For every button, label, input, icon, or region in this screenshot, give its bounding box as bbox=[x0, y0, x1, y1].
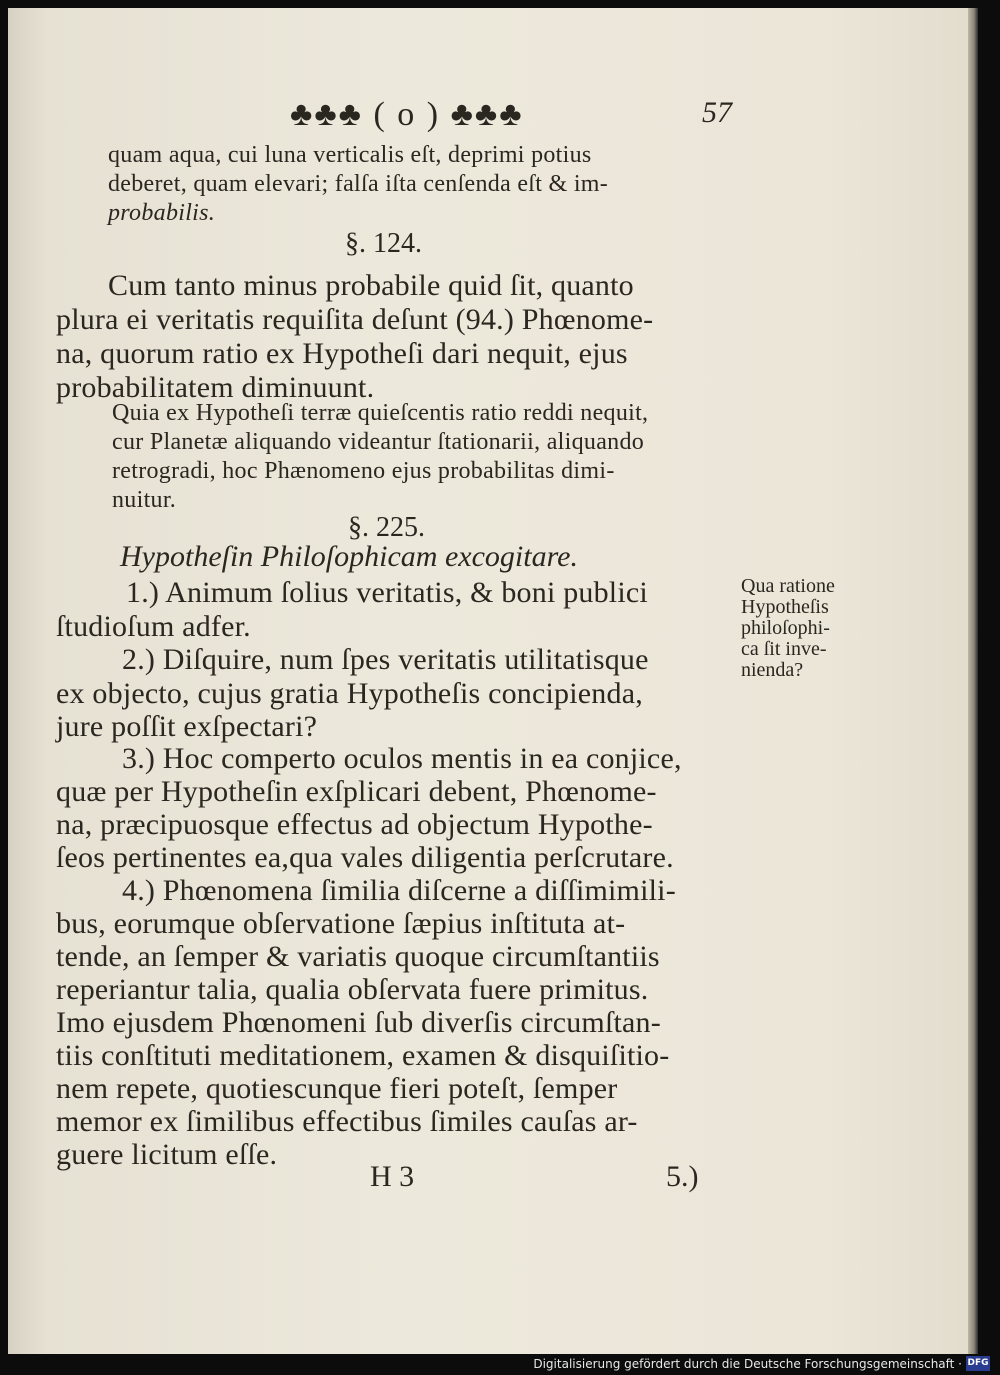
text-line: na, quorum ratio ex Hypotheſi dari nequit, ejus bbox=[56, 337, 628, 370]
text-line: tiis conſtituti meditationem, examen & disquiſitio- bbox=[56, 1039, 670, 1072]
section-number: §. 124. bbox=[345, 228, 422, 259]
text-line: guere licitum eſſe. bbox=[56, 1138, 278, 1171]
text-line: 2.) Diſquire, num ſpes veritatis utilitatisque bbox=[122, 643, 649, 676]
text-line: bus, eorumque obſervatione ſæpius inſtituta at- bbox=[56, 907, 626, 940]
text-line: ex objecto, cujus gratia Hypotheſis concipienda, bbox=[56, 677, 643, 710]
dfg-logo: DFG bbox=[966, 1356, 990, 1371]
text-line: 1.) Animum ſolius veritatis, & boni publici bbox=[126, 576, 648, 609]
text-line: na, præcipuosque effectus ad objectum Hypothe- bbox=[56, 808, 653, 841]
text-line: reperiantur talia, qualia obſervata fuere primitus. bbox=[56, 973, 649, 1006]
margin-note-line: Qua ratione bbox=[741, 575, 835, 597]
text-line: Imo ejusdem Phœnomeni ſub diverſis circumſtan- bbox=[56, 1006, 661, 1039]
text-line: 3.) Hoc comperto oculos mentis in ea conjice, bbox=[122, 742, 682, 775]
text-line: cur Planetæ aliquando videantur ſtationarii, aliquando bbox=[112, 429, 645, 455]
margin-note-line: Hypotheſis bbox=[741, 596, 829, 618]
page-edge bbox=[968, 8, 978, 1354]
text-line: quam aqua, cui luna verticalis eſt, deprimi potius bbox=[108, 142, 592, 168]
margin-note-line: philoſophi- bbox=[741, 617, 830, 639]
text-line: probabilis. bbox=[108, 200, 216, 226]
margin-note-line: ca ſit inve- bbox=[741, 638, 827, 660]
text-line: deberet, quam elevari; falſa iſta cenſenda eſt & im- bbox=[108, 171, 609, 197]
text-line: Cum tanto minus probabile quid ſit, quanto bbox=[108, 269, 634, 302]
text-line: retrogradi, hoc Phænomeno ejus probabilitas dimi- bbox=[112, 458, 615, 484]
signature-mark: H 3 bbox=[370, 1160, 415, 1193]
text-line: nem repete, quotiescunque fieri poteſt, ſemper bbox=[56, 1072, 618, 1105]
text-line: jure poſſit exſpectari? bbox=[56, 710, 318, 743]
catchword: 5.) bbox=[666, 1160, 699, 1193]
section-heading: Hypotheſin Philoſophicam excogitare. bbox=[120, 540, 578, 573]
digitization-notice: Digitalisierung gefördert durch die Deutsche Forschungsgemeinschaft · bbox=[533, 1357, 962, 1371]
text-line: memor ex ſimilibus effectibus ſimiles cauſas ar- bbox=[56, 1105, 638, 1138]
text-line: ſtudioſum adfer. bbox=[56, 610, 251, 643]
text-line: 4.) Phœnomena ſimilia diſcerne a diſſimimili- bbox=[122, 874, 676, 907]
text-line: tende, an ſemper & variatis quoque circumſtantiis bbox=[56, 940, 660, 973]
margin-note-line: nienda? bbox=[741, 659, 804, 681]
page-number: 57 bbox=[702, 96, 732, 129]
text-line: Quia ex Hypotheſi terræ quieſcentis ratio reddi nequit, bbox=[112, 400, 649, 426]
header-ornament: ♣♣♣ ( o ) ♣♣♣ bbox=[290, 96, 524, 133]
text-line: ſeos pertinentes ea,qua vales diligentia perſcrutare. bbox=[56, 841, 674, 874]
text-line: probabilitatem diminuunt. bbox=[56, 371, 375, 404]
section-number: §. 225. bbox=[348, 512, 425, 543]
text-line: plura ei veritatis requiſita deſunt (94.) Phœnome- bbox=[56, 303, 654, 336]
margin-note bbox=[741, 576, 835, 681]
text-line: quæ per Hypotheſin exſplicari debent, Phœnome- bbox=[56, 775, 657, 808]
text-line: nuitur. bbox=[112, 487, 177, 513]
